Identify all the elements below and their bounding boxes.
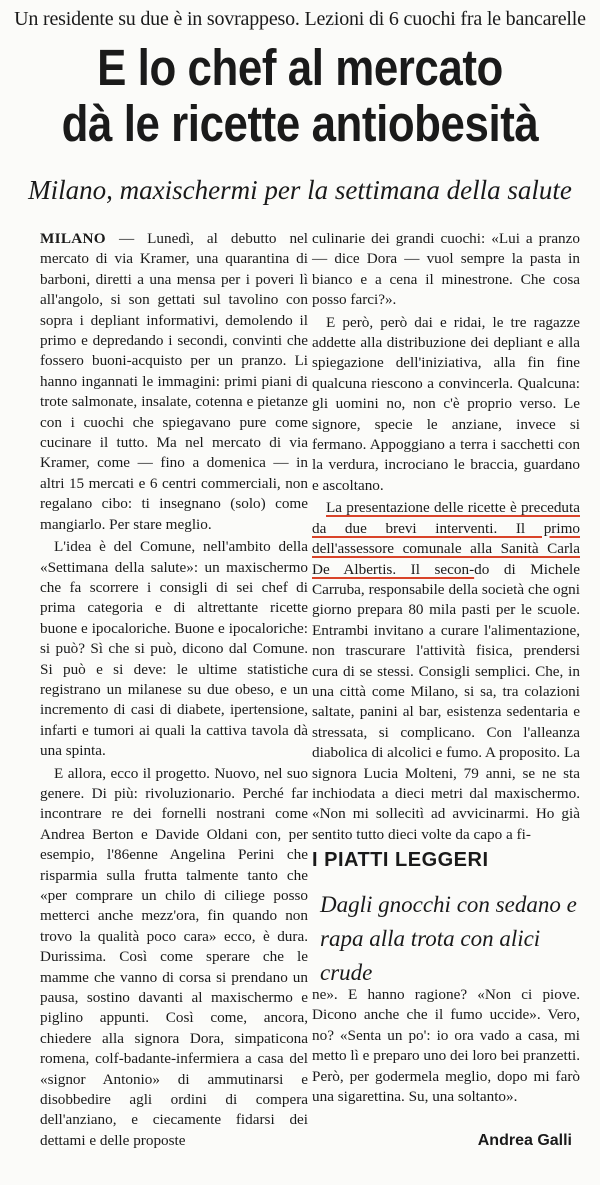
paragraph: L'idea è del Comune, nell'ambito della «Settimana della salute»: un maxischermo che fa scorrere i consigli di sei chef di prima categoria e di altrettante ricette buone e ipocaloriche. Buone e ipocaloriche: si può? Sì che si può, dicono dal Comune. Si può e si deve: le ultime statistiche registrano un milanese su due obeso, e un incremento di casi di diabete, ipertensione, infarti e tumori ai quali la cattiva tavola dà una spinta. [40,538,308,760]
paragraph [40,229,308,535]
article-column-left [40,229,308,1151]
highlighted-passage: La presentazione delle ricette è preceduta da due brevi interventi. Il primo dell'assessore comunale alla Sanità Carla De Albertis. Il secon- [312,499,580,578]
paragraph-text: — Lunedì, al debutto nel mercato di via Kramer, una quarantina di barboni, diretti a una mensa per i poveri lì all'angolo, si son gettati sul tavolino con sopra i depliant informativi, demolendo il primo e depredando i secondi, convinti che fossero buoni-acquisto per un pranzo. Li hanno ingannati le immagini: primi piani di trote salmonate, insalate, cotenna e pietanze con i cuochi che spiegavano pure come cucinare il tutto. Ma nel mercato di via Kramer, come — fino a domenica — in altri 15 mercati e 6 centri commerciali, non regalano cibo: ti insegnano (solo) come mangiarlo. Per stare meglio. [40,230,308,533]
dateline: MILANO [40,230,106,247]
sidebar-title: I PIATTI LEGGERI [312,849,489,871]
article-column-right-continued [312,985,580,1107]
paragraph: culinarie dei grandi cuochi: «Lui a pranzo — dice Dora — vuol sempre la pasta in bianco e a cena il minestrone. Che cosa posso farci?». [312,230,580,309]
paragraph-text: do di Michele Carruba, responsabile della società che ogni giorno prepara 80 mila pasti per le scuole. Entrambi invitano a curare l'alimentazione, non trascurare l'attività fisica, prendersi cura di se stessi. Consigli semplici. Che, in una città come Milano, si sa, tra colazioni saltate, panini al bar, esistenza sedentaria e stressata, si complicano. Con l'alleanza diabolica di alcolici e fumo. A proposito. La signora Lucia Molteni, 79 anni, se ne sta inchiodata a dieci metri dal maxischermo. «Non mi sollecitì ad avvicinarmi. Ho già sentito tutto dieci volte da capo a fi- [312,560,581,843]
author-signature: Andrea Galli [477,1132,572,1149]
paragraph: E però, però dai e ridai, le tre ragazze addette alla distribuzione dei depliant e alla spiegazione dell'iniziativa, alla fin fine qualcuna riescono a convincerla. Qualcuna: gli uomini no, non c'è proprio verso. Le signore, specie le anziane, invece si fermano. Appoggiano a terra i sacchetti con la verdura, incrociano le braccia, guardano e ascoltano. [312,313,580,494]
paragraph: ne». E hanno ragione? «Non ci piove. Dicono anche che il fumo uccide». Vero, no? «Senta un po': io ora vado a casa, mi metto lì e preparo uno dei loro bei pranzetti. Però, per godermela meglio, dopo mi farò una sigarettina. Su, una soltanto». [312,986,580,1106]
sidebar-subtitle: Dagli gnocchi con sedano e rapa alla trota con alici crude [320,892,577,985]
article-column-right [312,229,580,845]
headline-line-2: dà le ricette antiobesità [61,95,539,152]
paragraph: E allora, ecco il progetto. Nuovo, nel suo genere. Di più: rivoluzionario. Perché far incontrare re dei fornelli nostrani come Andrea Berton e Davide Oldani con, per esempio, l'86enne Angelina Perini che risparmia sulla frutta talmente tanto che «per comprare un chilo di ciliege posso metterci anche mezz'ora, fin quando non trovo la qualità poco cara» ecco, è dura. Durissima. Così come sperare che le mamme che vanno di corsa si prendano un pausa, sostino davanti al maxischermo e piglino appunti. Così come, ancora, chiedere alla signora Dora, simpaticona romena, colf-badante-infermiera a casa del «signor Antonio» di ammutinarsi e disobbedire agli ordini di compera dell'anziano, e ciecamente fidarsi dei dettami e delle proposte [40,764,308,1149]
headline [42,40,558,152]
kicker: Un residente su due è in sovrappeso. Lezioni di 6 cuochi fra le bancarelle [14,8,586,30]
headline-line-1: E lo chef al mercato [97,39,503,96]
paragraph [312,498,580,845]
subheadline: Milano, maxischermi per la settimana della salute [28,175,572,205]
